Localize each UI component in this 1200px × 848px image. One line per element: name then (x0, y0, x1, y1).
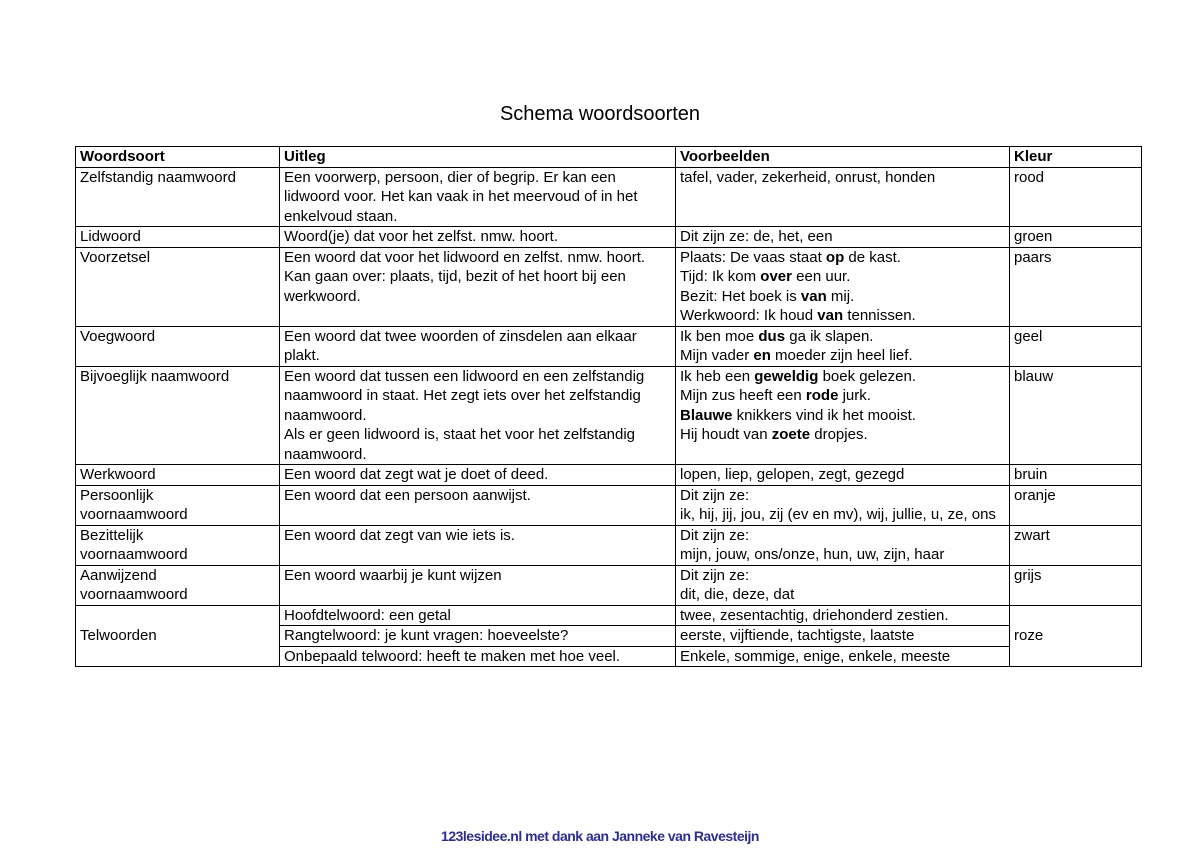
cell-uitleg: Een woord dat voor het lidwoord en zelfst. nmw. hoort. Kan gaan over: plaats, tijd, bezit of het hoort bij een werkwoord. (280, 247, 676, 326)
cell-voorbeelden: eerste, vijftiende, tachtigste, laatste (676, 626, 1010, 647)
table-header-row (76, 147, 1142, 168)
header-uitleg: Uitleg (280, 147, 676, 168)
table-row (76, 366, 1142, 465)
cell-voorbeelden: Dit zijn ze: de, het, een (676, 227, 1010, 248)
cell-voorbeelden: Dit zijn ze: mijn, jouw, ons/onze, hun, uw, zijn, haar (676, 525, 1010, 565)
cell-kleur: oranje (1010, 485, 1142, 525)
cell-voorbeelden: tafel, vader, zekerheid, onrust, honden (676, 167, 1010, 227)
table-row (76, 605, 1142, 626)
table-row (76, 525, 1142, 565)
cell-uitleg: Hoofdtelwoord: een getal (280, 605, 676, 626)
cell-kleur: groen (1010, 227, 1142, 248)
cell-voorbeelden: Enkele, sommige, enige, enkele, meeste (676, 646, 1010, 667)
cell-kleur: zwart (1010, 525, 1142, 565)
cell-kleur: blauw (1010, 366, 1142, 465)
cell-voorbeelden: Dit zijn ze: dit, die, deze, dat (676, 565, 1010, 605)
table-row (76, 565, 1142, 605)
cell-woordsoort: Voorzetsel (76, 247, 280, 326)
cell-uitleg: Een woord dat zegt van wie iets is. (280, 525, 676, 565)
table-body (76, 167, 1142, 667)
table-row (76, 247, 1142, 326)
cell-woordsoort: Aanwijzend voornaamwoord (76, 565, 280, 605)
cell-kleur: grijs (1010, 565, 1142, 605)
cell-kleur: bruin (1010, 465, 1142, 486)
cell-uitleg: Een woord dat een persoon aanwijst. (280, 485, 676, 525)
cell-uitleg: Onbepaald telwoord: heeft te maken met hoe veel. (280, 646, 676, 667)
cell-uitleg: Een woord waarbij je kunt wijzen (280, 565, 676, 605)
page-title: Schema woordsoorten (499, 103, 701, 125)
header-kleur: Kleur (1010, 147, 1142, 168)
header-woordsoort: Woordsoort (76, 147, 280, 168)
cell-uitleg: Een voorwerp, persoon, dier of begrip. Er kan een lidwoord voor. Het kan vaak in het meervoud of in het enkelvoud staan. (280, 167, 676, 227)
cell-uitleg: Rangtelwoord: je kunt vragen: hoeveelste? (280, 626, 676, 647)
cell-uitleg: Een woord dat zegt wat je doet of deed. (280, 465, 676, 486)
cell-voorbeelden: Ik ben moe dus ga ik slapen. Mijn vader en moeder zijn heel lief. (676, 326, 1010, 366)
cell-woordsoort: Bijvoeglijk naamwoord (76, 366, 280, 465)
cell-woordsoort: Persoonlijk voornaamwoord (76, 485, 280, 525)
cell-voorbeelden: twee, zesentachtig, driehonderd zestien. (676, 605, 1010, 626)
table-row (76, 326, 1142, 366)
table-row (76, 465, 1142, 486)
cell-voorbeelden: lopen, liep, gelopen, zegt, gezegd (676, 465, 1010, 486)
table-row (76, 485, 1142, 525)
cell-woordsoort: Zelfstandig naamwoord (76, 167, 280, 227)
cell-kleur: rood (1010, 167, 1142, 227)
cell-voorbeelden: Plaats: De vaas staat op de kast. Tijd: Ik kom over een uur. Bezit: Het boek is van mij. Werkwoord: Ik houd van tennissen. (676, 247, 1010, 326)
table-row (76, 167, 1142, 227)
cell-woordsoort: Lidwoord (76, 227, 280, 248)
cell-woordsoort: Werkwoord (76, 465, 280, 486)
cell-uitleg: Woord(je) dat voor het zelfst. nmw. hoort. (280, 227, 676, 248)
cell-uitleg: Een woord dat tussen een lidwoord en een zelfstandig naamwoord in staat. Het zegt iets over het zelfstandig naamwoord. Als er geen lidwoord is, staat het voor het zelfstandig naamwoord. (280, 366, 676, 465)
cell-voorbeelden: Ik heb een geweldig boek gelezen. Mijn zus heeft een rode jurk. Blauwe knikkers vind ik het mooist. Hij houdt van zoete dropjes. (676, 366, 1010, 465)
header-voorbeelden: Voorbeelden (676, 147, 1010, 168)
woordsoorten-table (75, 146, 1142, 667)
cell-uitleg: Een woord dat twee woorden of zinsdelen aan elkaar plakt. (280, 326, 676, 366)
cell-woordsoort: Telwoorden (76, 605, 280, 667)
cell-woordsoort: Voegwoord (76, 326, 280, 366)
footer-credit: 123lesidee.nl met dank aan Janneke van Ravesteijn (441, 828, 759, 844)
cell-kleur: roze (1010, 605, 1142, 667)
cell-kleur: geel (1010, 326, 1142, 366)
cell-woordsoort: Bezittelijk voornaamwoord (76, 525, 280, 565)
table-row (76, 227, 1142, 248)
cell-voorbeelden: Dit zijn ze: ik, hij, jij, jou, zij (ev en mv), wij, jullie, u, ze, ons (676, 485, 1010, 525)
cell-kleur: paars (1010, 247, 1142, 326)
